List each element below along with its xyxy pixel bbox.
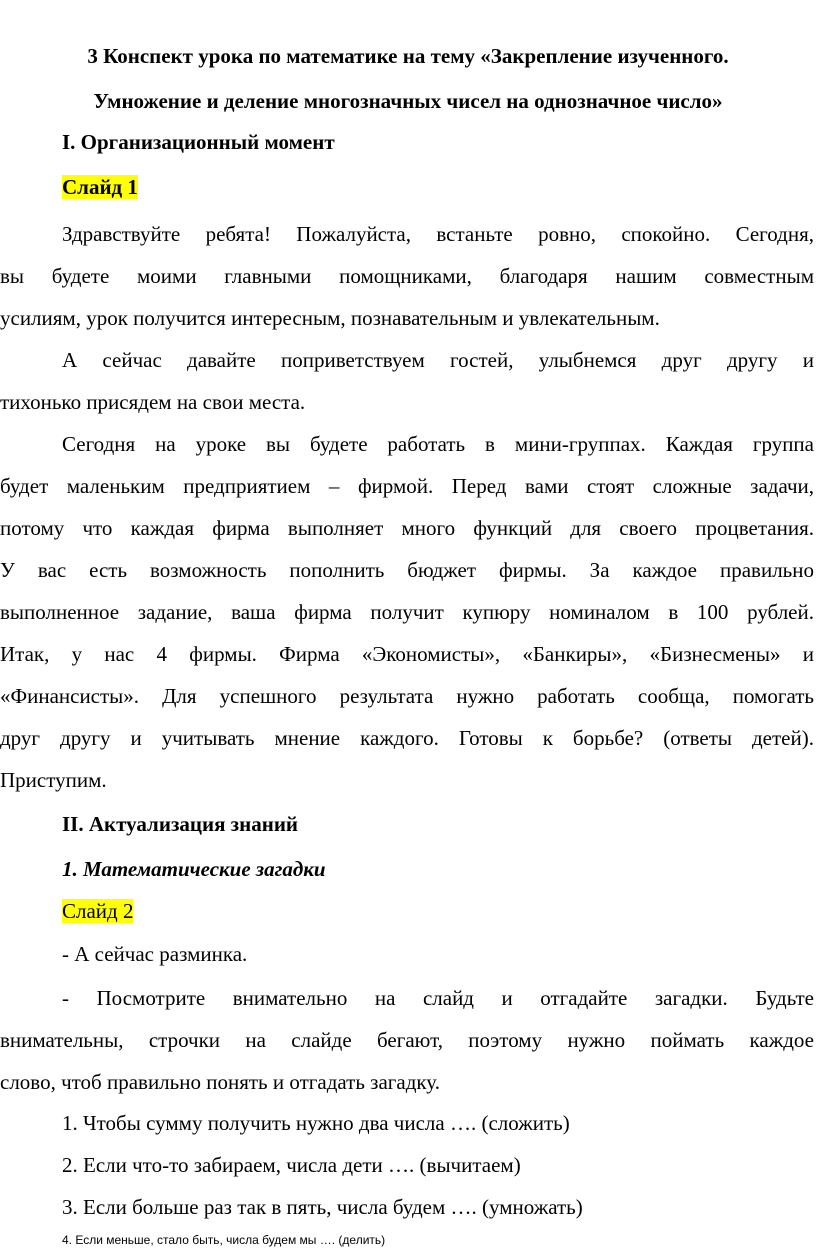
slide-label-1 bbox=[62, 173, 138, 201]
paragraph-1-line-3: усилиям, урок получится интересным, познавательным и увлекательным. bbox=[0, 306, 660, 330]
slide-label-1-text: Слайд 1 bbox=[62, 175, 138, 199]
paragraph-3-line-3: потому что каждая фирма выполняет много функций для своего процветания. bbox=[0, 516, 814, 540]
paragraph-3-line-7: «Финансисты». Для успешного результата нужно работать сообща, помогать bbox=[0, 684, 814, 708]
title-line-1: 3 Конспект урока по математике на тему «Закрепление изученного. bbox=[87, 44, 729, 68]
riddle-3: 3. Если больше раз так в пять, числа будем …. (умножать) bbox=[62, 1195, 583, 1219]
paragraph-3-line-2: будет маленьким предприятием – фирмой. Перед вами стоят сложные задачи, bbox=[0, 474, 814, 498]
paragraph-5-line-1: - Посмотрите внимательно на слайд и отгадайте загадки. Будьте bbox=[62, 986, 814, 1010]
riddle-2: 2. Если что-то забираем, числа дети …. (вычитаем) bbox=[62, 1153, 521, 1177]
subsection-heading-riddles: 1. Математические загадки bbox=[62, 857, 326, 881]
riddle-4: 4. Если меньше, стало быть, числа будем мы …. (делить) bbox=[62, 1233, 386, 1247]
paragraph-3-line-1: Сегодня на уроке вы будете работать в мини-группах. Каждая группа bbox=[62, 432, 814, 456]
slide-label-2 bbox=[62, 897, 133, 925]
slide-label-2-text: Слайд 2 bbox=[62, 899, 134, 923]
paragraph-2-line-2: тихонько присядем на свои места. bbox=[0, 390, 306, 414]
paragraph-1-line-2: вы будете моими главными помощниками, благодаря нашим совместным bbox=[0, 264, 814, 288]
paragraph-warmup: - А сейчас разминка. bbox=[62, 942, 248, 966]
title-line-2: Умножение и деление многозначных чисел на однозначное число» bbox=[93, 89, 723, 113]
section-heading-organizational: I. Организационный момент bbox=[62, 130, 335, 154]
paragraph-3-line-9: Приступим. bbox=[0, 768, 107, 792]
paragraph-5-line-2: внимательны, строчки на слайде бегают, поэтому нужно поймать каждое bbox=[0, 1028, 814, 1052]
paragraph-2-line-1: А сейчас давайте поприветствуем гостей, улыбнемся друг другу и bbox=[62, 348, 814, 372]
paragraph-1-line-1: Здравствуйте ребята! Пожалуйста, встаньте ровно, спокойно. Сегодня, bbox=[62, 222, 814, 246]
paragraph-3-line-6: Итак, у нас 4 фирмы. Фирма «Экономисты», «Банкиры», «Бизнесмены» и bbox=[0, 642, 814, 666]
paragraph-3-line-8: друг другу и учитывать мнение каждого. Готовы к борьбе? (ответы детей). bbox=[0, 726, 814, 750]
paragraph-3-line-4: У вас есть возможность пополнить бюджет фирмы. За каждое правильно bbox=[0, 558, 814, 582]
paragraph-5-line-3: слово, чтоб правильно понять и отгадать загадку. bbox=[0, 1070, 440, 1094]
riddle-1: 1. Чтобы сумму получить нужно два числа …. (сложить) bbox=[62, 1111, 570, 1135]
section-heading-actualization: II. Актуализация знаний bbox=[62, 812, 299, 836]
paragraph-3-line-5: выполненное задание, ваша фирма получит купюру номиналом в 100 рублей. bbox=[0, 600, 814, 624]
